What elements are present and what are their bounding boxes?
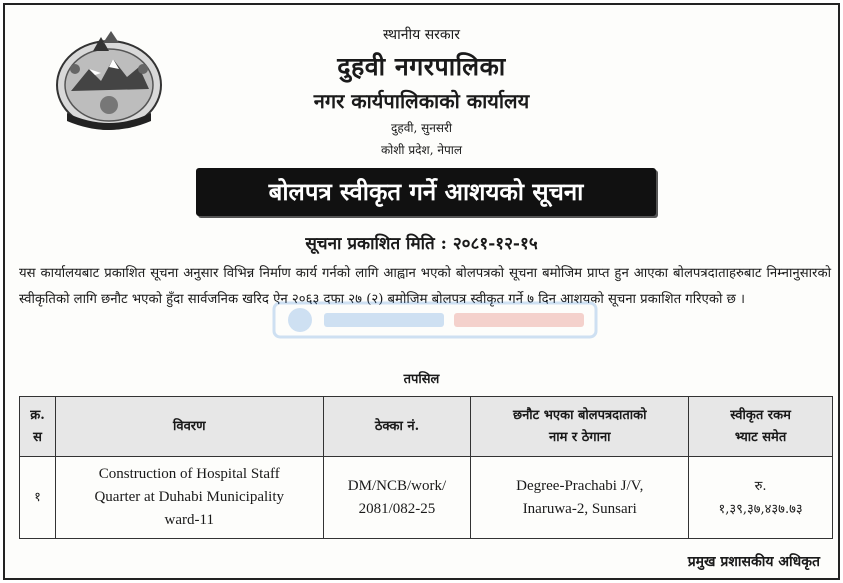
cell-serial: १ [20,457,56,539]
schedule-label: तपसिल [403,372,440,387]
header-amount: स्वीकृत रकम भ्याट समेत [689,397,833,457]
header-description: विवरण [55,397,323,457]
local-government-label: स्थानीय सरकार [383,27,460,43]
cell-bidder: Degree-Prachabi J/V, Inaruwa-2, Sunsari [471,457,689,539]
municipality-name: दुहवी नगरपालिका [337,52,506,81]
office-name: नगर कार्यपालिकाको कार्यालय [313,89,530,113]
table-row [20,457,833,539]
cell-description: Construction of Hospital Staff Quarter at Duhabi Municipality ward-11 [55,457,323,539]
province-label: कोशी प्रदेश, नेपाल [380,143,463,157]
notice-body: यस कार्यालयबाट प्रकाशित सूचना अनुसार विभिन्न निर्माण कार्य गर्नको लागि आह्वान भएको बोलपत्रको सूचना बमोजिम प्राप्त हुन आएका बोलपत्रदाताहरुबाट निम्नानुसारको स्वीकृतिको लागि छनौट भएको हुँदा सार्वजनिक खरिद ऐन २०६३ दफा २७ (२) बमोजिम बोलपत्र स्वीकृत गर्ने ७ दिन आशयको सूचना प्रकाशित गरिएको छ । [19,266,831,307]
header-contract-no: ठेक्का नं. [323,397,471,457]
published-date: सूचना प्रकाशित मिति : २०८१-१२-१५ [305,234,538,254]
award-table [19,396,833,539]
cell-contract-no: DM/NCB/work/ 2081/082-25 [323,457,471,539]
header-serial: क्र. स [20,397,56,457]
signatory-title: प्रमुख प्रशासकीय अधिकृत [687,554,820,570]
table-header-row [20,397,833,457]
notice-title: बोलपत्र स्वीकृत गर्ने आशयको सूचना [196,168,656,216]
office-address: दुहवी, सुनसरी [390,121,453,135]
notice-document [3,3,840,580]
header-bidder: छनौट भएका बोलपत्रदाताको नाम र ठेगाना [471,397,689,457]
cell-amount: रु. १,३९,३७,४३७.७३ [689,457,833,539]
